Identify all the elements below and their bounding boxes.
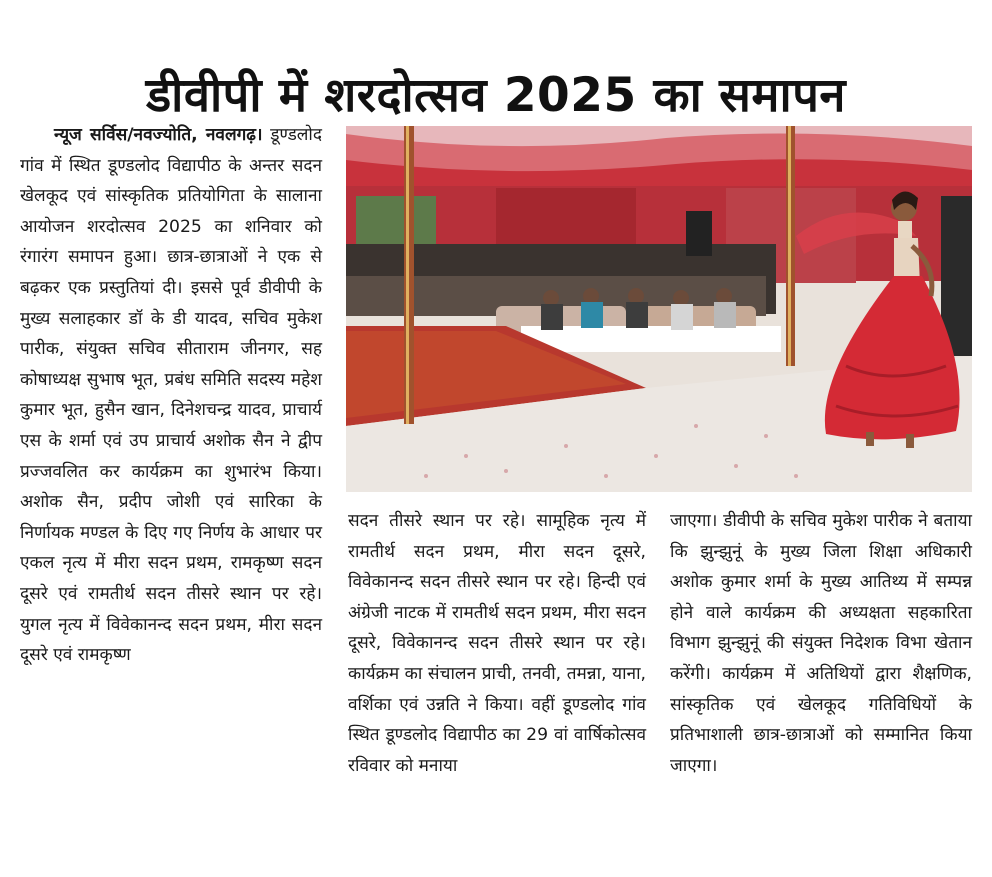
headline: डीवीपी में शरदोत्सव 2025 का समापन [146,68,846,124]
article-column-2 [348,506,646,781]
event-photo [346,126,972,492]
dateline: न्यूज सर्विस/नवज्योति, नवलगढ़। [54,125,263,145]
dance-performance-image [346,126,972,492]
column-3-text: जाएगा। डीवीपी के सचिव मुकेश पारीक ने बताया कि झुन्झुनूं के मुख्य जिला शिक्षा अधिकारी अशोक कुमार शर्मा के मुख्य आतिथ्य में सम्पन्न होने वाले कार्यक्रम की अध्यक्षता सहकारिता विभाग झुन्झुनूं की संयुक्त निदेशक विभा खेतान करेंगी। कार्यक्रम में अतिथियों द्वारा शैक्षणिक, सांस्कृतिक एवं खेलकूद गतिविधियों के प्रतिभाशाली छात्र-छात्राओं को सम्मानित किया जाएगा। [670,511,972,776]
column-1-text: डूण्डलोद गांव में स्थित डूण्डलोद विद्यापीठ के अन्तर सदन खेलकूद एवं सांस्कृतिक प्रतियोगिता के सालाना आयोजन शरदोत्सव 2025 का शनिवार को रंगारंग समापन हुआ। छात्र-छात्राओं ने एक से बढ़कर एक प्रस्तुतियां दी। इससे पूर्व डीवीपी के मुख्य सलाहकार डॉ के डी यादव, सचिव मुकेश पारीक, संयुक्त सचिव सीताराम जीनगर, सह कोषाध्यक्ष सुभाष भूत, प्रबंध समिति सदस्य महेश कुमार भूत, हुसैन खान, दिनेशचन्द्र यादव, प्राचार्य एस के शर्मा एवं उप प्राचार्य अशोक सैन ने द्वीप प्रज्जवलित कर कार्यक्रम का शुभारंभ किया। अशोक सैन, प्रदीप जोशी एवं सारिका के निर्णायक मण्डल के दिए गए निर्णय के आधार पर एकल नृत्य में मीरा सदन प्रथम, रामकृष्ण सदन दूसरे एवं रामतीर्थ सदन तीसरे स्थान पर रहे। युगल नृत्य में विवेकानन्द सदन प्रथम, मीरा सदन दूसरे एवं रामकृष्ण [20,125,323,666]
column-2-text: सदन तीसरे स्थान पर रहे। सामूहिक नृत्य में रामतीर्थ सदन प्रथम, मीरा सदन दूसरे, विवेकानन्द सदन तीसरे स्थान पर रहे। हिन्दी एवं अंग्रेजी नाटक में रामतीर्थ सदन प्रथम, मीरा सदन दूसरे, विवेकानन्द सदन तीसरे स्थान पर रहे। कार्यक्रम का संचालन प्राची, तनवी, तमन्ना, याना, वर्शिका एवं उन्नति ने किया। वहीं डूण्डलोद गांव स्थित डूण्डलोद विद्यापीठ का 29 वां वार्षिकोत्सव रविवार को मनाया [348,511,646,776]
article-column-1 [20,120,322,671]
article-column-3 [670,506,972,781]
